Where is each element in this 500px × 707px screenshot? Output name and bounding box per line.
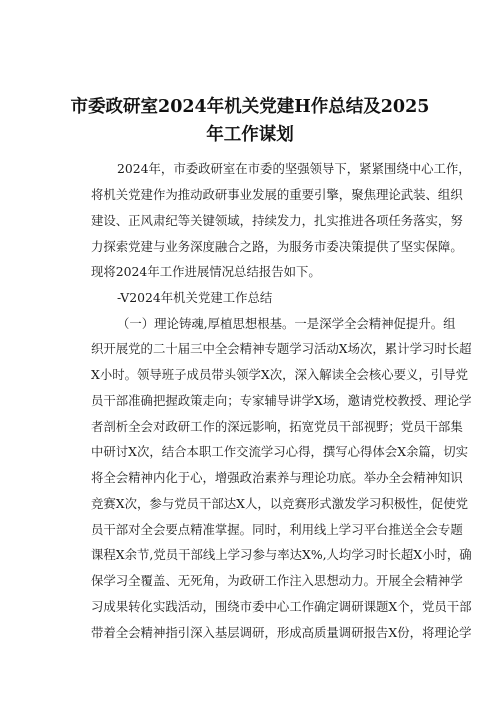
document-title-line-1: 市委政研室2024年机关党建H作总结及2025 <box>70 97 430 117</box>
body-line: 建设、正风肃纪等关键领域，持续发力，扎实推进各项任务落实，努 <box>91 213 463 228</box>
body-line: 织开展党的二十届三中全会精神专题学习活动X场次，累计学习时长超 <box>91 341 472 356</box>
body-line: 将机关党建作为推动政研事业发展的重要引擎，聚焦理论武装、组织 <box>91 187 463 202</box>
body-line: 者剖析全会对政研工作的深远影响，拓宽党员干部视野；党员干部集 <box>91 419 463 434</box>
body-line: （一）理论铸魂,厚植思想根基。一是深学全会精神促提升。组 <box>117 316 456 331</box>
document-title-line-2: 年工作谋划 <box>206 125 294 145</box>
body-line: 竞赛X次，参与党员干部达X人，以竞赛形式激发学习积极性，促使党 <box>91 496 468 511</box>
body-line: 习成果转化实践活动，围绕市委中心工作确定调研课题X个，党员干部 <box>91 599 472 614</box>
body-line: 员干部对全会要点精准掌握。同时，利用线上学习平台推送全会专题 <box>91 522 463 537</box>
body-line: 将全会精神内化于心，增强政治素养与理论功底。举办全会精神知识 <box>91 470 463 485</box>
section-heading: -V2024年机关党建工作总结 <box>117 290 273 305</box>
body-line: 中研讨X次，结合本职工作交流学习心得，撰写心得体会X余篇，切实 <box>91 444 468 459</box>
body-line: 2024年，市委政研室在市委的坚强领导下，紧紧围绕中心工作， <box>117 161 471 176</box>
body-line: 力探索党建与业务深度融合之路，为服务市委决策提供了坚实保障。 <box>91 239 463 254</box>
body-line: 员干部准确把握政策走向；专家辅导讲学X场，邀请党校教授、理论学 <box>91 393 472 408</box>
body-line: X小时。领导班子成员带头领学X次，深入解读全会核心要义，引导党 <box>91 367 468 382</box>
body-line: 带着全会精神指引深入基层调研，形成高质量调研报告X份，将理论学 <box>91 625 472 640</box>
body-line: 保学习全覆盖、无死角，为政研工作注入思想动力。开展全会精神学 <box>91 573 463 588</box>
body-line: 课程X余节,党员干部线上学习参与率达X%,人均学习时长超X小时，确 <box>91 547 472 562</box>
body-line: 现将2024年工作进展情况总结报告如下。 <box>91 264 321 279</box>
